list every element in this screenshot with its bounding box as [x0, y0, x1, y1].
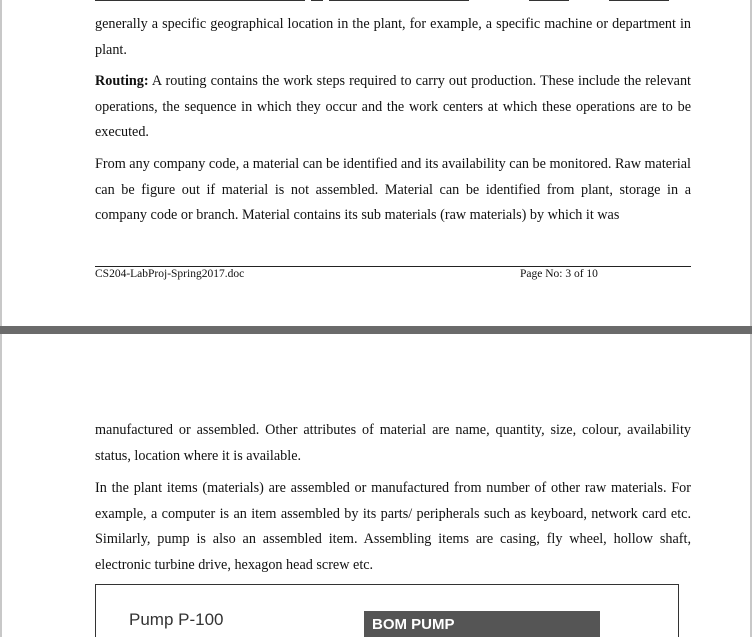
- footer-file-name: CS204-LabProj-Spring2017.doc: [95, 268, 245, 280]
- location-paragraph-tail: generally a specific geographical location in the plant, for example, a specific machine or department in plant.: [95, 16, 691, 58]
- bom-label: BOM PUMP: [372, 616, 455, 633]
- figure-title: Pump P-100: [129, 610, 224, 629]
- page-4: [2, 334, 750, 637]
- page-gap: [0, 326, 752, 334]
- footer-divider: [95, 266, 691, 267]
- routing-paragraph: [95, 69, 691, 146]
- routing-label: Routing:: [95, 73, 149, 89]
- bom-figure: [95, 584, 679, 637]
- clipped-text-line: [95, 0, 691, 2]
- page-3: [2, 0, 750, 327]
- material-paragraph-start: From any company code, a material can be identified and its availability can be monitored. Raw material can be figure out if material is not assembled. Material can be identified from plant, storage in a company code or branch. Material contains its sub materials (raw materials) by which it was: [95, 156, 691, 223]
- routing-text: A routing contains the work steps required to carry out production. These include the relevant operations, the sequence in which they occur and the work centers at which these operations are to be executed.: [95, 73, 691, 140]
- material-paragraph-end: manufactured or assembled. Other attributes of material are name, quantity, size, colour, availability status, location where it is available.: [95, 422, 691, 464]
- bom-header-bar: [364, 611, 600, 637]
- footer-page-number: Page No: 3 of 10: [520, 268, 598, 280]
- plant-items-paragraph: In the plant items (materials) are assembled or manufactured from number of other raw materials. For example, a computer is an item assembled by its parts/ peripherals such as keyboard, network card etc. Similarly, pump is also an assembled item. Assembling items are casing, fly wheel, hollow shaft, electronic turbine drive, hexagon head screw etc.: [95, 480, 691, 573]
